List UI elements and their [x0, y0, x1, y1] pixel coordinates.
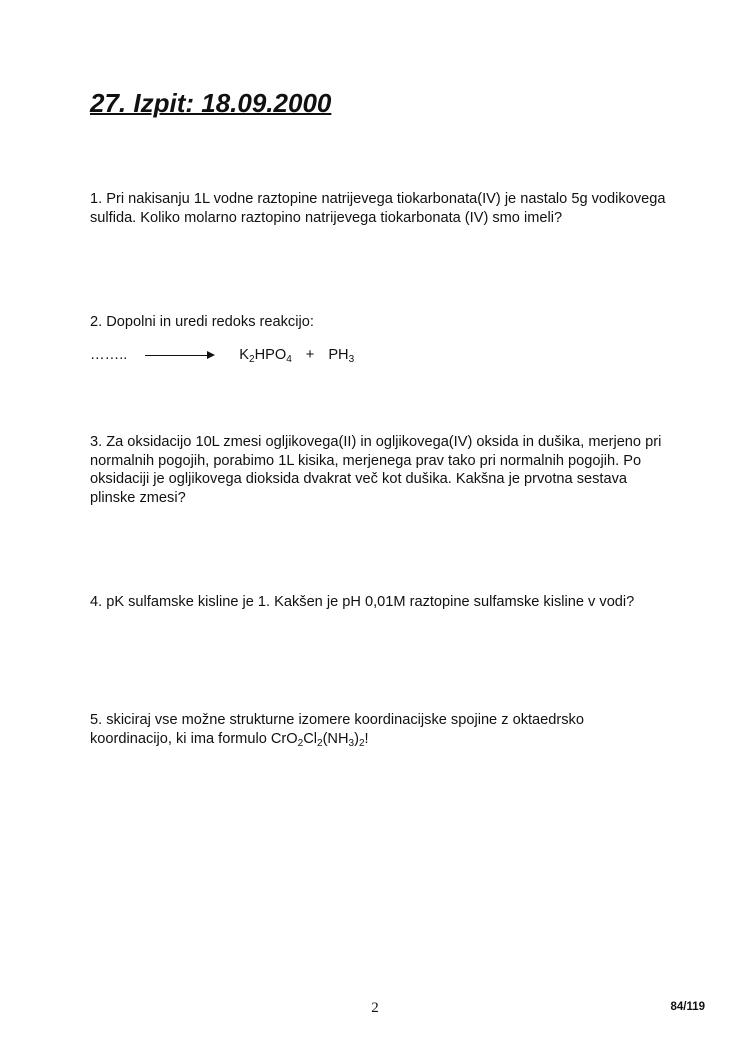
page-count: 84/119: [670, 1001, 705, 1013]
reactants-placeholder: ……..: [90, 347, 128, 363]
question-4: 4. pK sulfamske kisline je 1. Kakšen je pH 0,01M raztopine sulfamske kisline v vodi?: [90, 594, 635, 610]
page-title: 27. Izpit: 18.09.2000: [90, 88, 332, 118]
question-2: 2. Dopolni in uredi redoks reakcijo:: [90, 314, 314, 330]
reaction-arrow-icon: [145, 355, 213, 356]
question-1: 1. Pri nakisanju 1L vodne raztopine natrijevega tiokarbonata(IV) je nastalo 5g vodikovega sulfida. Koliko molarno raztopino natrijevega tiokarbonata (IV) smo imeli?: [90, 191, 666, 226]
page-number: 2: [371, 1000, 379, 1016]
plus-sign: +: [305, 347, 315, 363]
formula: $CrO_2Cl_2(NH_3)_2$: [270, 730, 365, 749]
product-ph3: $PH_3$: [328, 347, 355, 365]
question-3: 3. Za oksidacijo 10L zmesi ogljikovega(II) in ogljikovega(IV) oksida in dušika, merjeno pri normalnih pogojih, porabimo 1L kisika, merjenega prav tako pri normalnih pogojih. Po oksidaciji je ogljikovega dioksida dvakrat več kot dušika. Kakšna je prvotna sestava plinske zmesi?: [90, 434, 662, 506]
product-k2hpo4: $K_2HPO_4$: [239, 347, 292, 365]
question-5: 5. skiciraj vse možne strukturne izomere koordinacijske spojine z oktaedrsko koordinacijo, ki ima formulo $CrO_2Cl_2(NH_3)_2$!: [90, 712, 584, 749]
redox-equation: [90, 347, 354, 363]
